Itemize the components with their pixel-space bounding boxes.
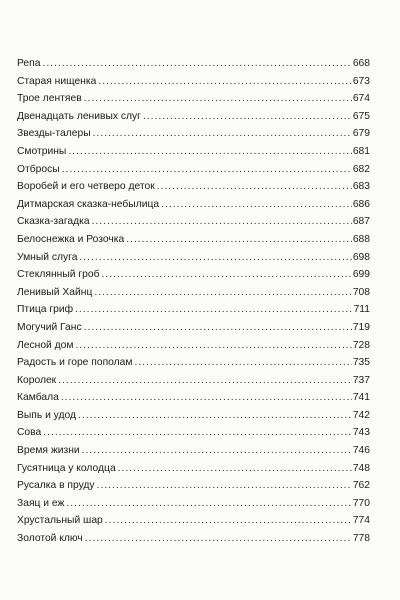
entry-title: Репа [17,58,41,69]
dot-leader [94,284,351,302]
entry-title: Гусятница у колодца [17,462,116,474]
toc-entry [17,354,370,372]
entry-page-number: 741 [352,392,370,404]
toc-entry [17,213,370,231]
entry-page-number: 719 [352,321,370,333]
entry-title: Камбала [17,392,59,404]
entry-page-number: 681 [352,145,370,157]
dot-leader [58,372,352,390]
entry-page-number: 699 [352,269,370,281]
entry-title: Сова [17,427,42,439]
dot-leader [68,143,352,161]
dot-leader [66,495,351,513]
toc-entry [17,143,370,161]
entry-page-number: 686 [352,198,370,210]
entry-page-number: 778 [352,533,370,545]
toc-entry [17,319,370,337]
toc-entry [17,460,370,478]
entry-page-number: 735 [352,357,370,369]
entry-page-number: 708 [352,286,370,298]
dot-leader [105,512,352,530]
entry-title: Ленивый Хайнц [17,286,93,298]
entry-page-number: 728 [352,339,370,351]
toc-entry [17,442,370,460]
toc-entry [17,407,370,425]
dot-leader [93,125,352,143]
toc-entry [17,178,370,196]
toc-entry [17,249,370,267]
dot-leader [134,354,351,372]
entry-page-number: 673 [352,75,370,87]
toc-entry [17,196,370,214]
entry-page-number: 711 [353,304,370,316]
entry-page-number: 668 [352,58,370,69]
entry-title: Сказка-загадка [17,216,90,228]
dot-leader [118,460,352,478]
entry-title: Хрустальный шар [17,515,103,527]
table-of-contents [17,55,370,548]
entry-title: Время жизни [17,445,80,457]
dot-leader [62,161,352,179]
entry-page-number: 774 [352,515,370,527]
entry-page-number: 698 [352,251,370,263]
entry-page-number: 742 [352,409,370,421]
entry-title: Выпь и удод [17,409,77,421]
entry-title: Птица гриф [17,304,74,316]
dot-leader [92,213,352,231]
entry-title: Русалка в пруду [17,480,95,492]
entry-page-number: 748 [352,462,370,474]
entry-title: Отбросы [17,163,60,175]
toc-entry [17,477,370,495]
entry-page-number: 746 [352,445,370,457]
entry-title: Умный слуга [17,251,78,263]
toc-entry [17,161,370,179]
toc-entry [17,372,370,390]
dot-leader [143,108,352,126]
dot-leader [84,90,352,108]
toc-entry [17,530,370,548]
entry-page-number: 682 [352,163,370,175]
dot-leader [61,389,352,407]
dot-leader [126,231,352,249]
entry-title: Звезды-талеры [17,128,91,140]
toc-entry [17,301,370,319]
entry-title: Двенадцать ленивых слуг [17,110,141,122]
entry-title: Белоснежка и Розочка [17,233,125,245]
dot-leader [79,249,351,267]
toc-entry [17,266,370,284]
entry-page-number: 688 [352,233,370,245]
entry-title: Смотрины [17,145,67,157]
toc-entry [17,389,370,407]
toc-entry [17,495,370,513]
toc-entry [17,108,370,126]
dot-leader [78,407,352,425]
dot-leader [85,530,352,548]
toc-entry [17,512,370,530]
dot-leader [161,196,352,214]
entry-title: Воробей и его четверо деток [17,181,155,193]
entry-page-number: 675 [352,110,370,122]
toc-entry [17,73,370,91]
entry-title: Могучий Ганс [17,321,82,333]
entry-page-number: 679 [352,128,370,140]
entry-title: Стеклянный гроб [17,269,100,281]
entry-page-number: 687 [352,216,370,228]
dot-leader [82,442,352,460]
entry-title: Заяц и еж [17,497,65,509]
entry-page-number: 683 [352,181,370,193]
entry-title: Королек [17,374,57,386]
toc-entry [17,337,370,355]
entry-page-number: 762 [352,480,370,492]
entry-page-number: 743 [352,427,370,439]
entry-page-number: 674 [352,93,370,105]
entry-title: Старая нищенка [17,75,97,87]
entry-title: Дитмарская сказка-небылица [17,198,160,210]
entry-title: Золотой ключ [17,533,83,545]
toc-entry [17,90,370,108]
dot-leader [43,424,352,442]
dot-leader [75,301,353,319]
toc-entry [17,424,370,442]
dot-leader [75,337,351,355]
toc-entry [17,284,370,302]
dot-leader [97,477,352,495]
dot-leader [157,178,352,196]
dot-leader [101,266,351,284]
entry-title: Радость и горе пополам [17,357,133,369]
toc-entry [17,125,370,143]
entry-title: Трое лентяев [17,93,82,105]
dot-leader [98,73,351,91]
toc-entry [17,231,370,249]
entry-title: Лесной дом [17,339,74,351]
dot-leader [84,319,352,337]
dot-leader [42,55,351,73]
entry-page-number: 737 [352,374,370,386]
toc-entry [17,55,370,73]
entry-page-number: 770 [352,497,370,509]
